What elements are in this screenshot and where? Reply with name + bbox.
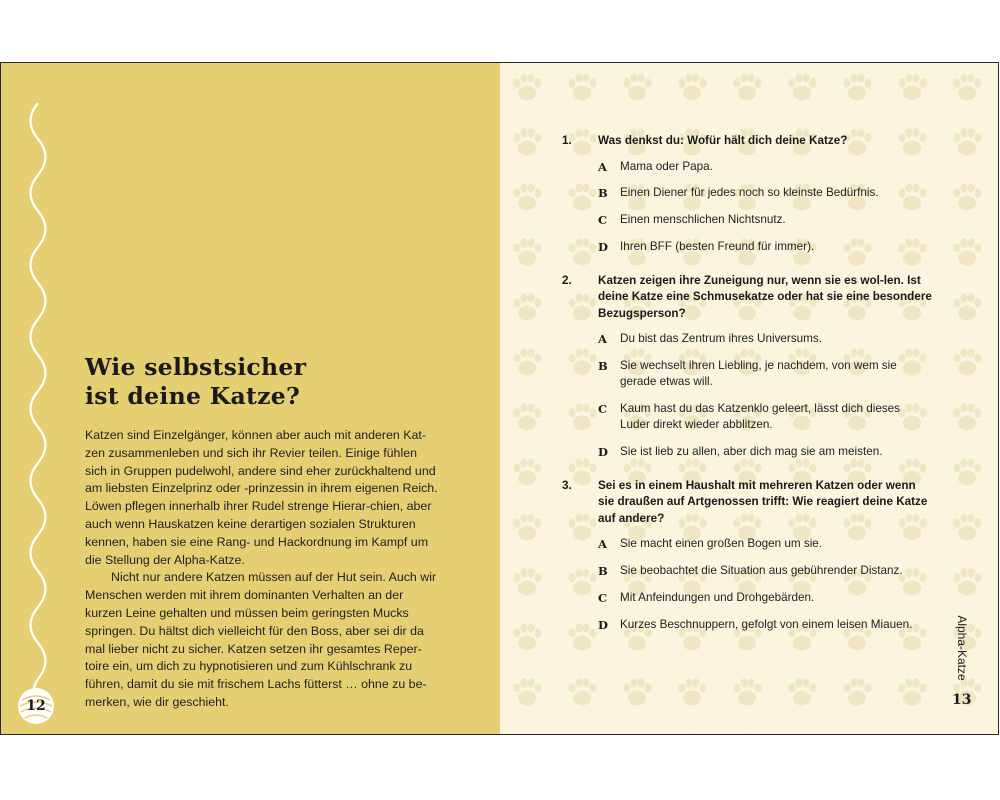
answer-text: Mama oder Papa.: [620, 159, 713, 173]
answer-letter: C: [598, 213, 608, 228]
answer-text: Du bist das Zentrum ihres Universums.: [620, 332, 822, 346]
answer-letter: D: [598, 239, 608, 254]
answer-option: [598, 590, 932, 606]
quiz: [562, 133, 932, 651]
answer-option: [598, 212, 932, 228]
right-page: [500, 63, 998, 734]
answer-list: [562, 159, 932, 255]
paragraph: Nicht nur andere Katzen müssen auf der Hut sein. Auch wir Menschen werden mit ihrem dominanten Verhalten an der kurzen Leine gehalten und müssen beim geringsten Mucks springen. Du hältst dich vielleicht für den Boss, aber sei dir da mal lieber nicht zu sicher. Katzen setzen ihr gesamtes Reper-toire ein, um dich zu hypnotisieren und zum Kühlschrank zu führen, damit du sie mit frischem Lachs fütterst … ohne zu be-merken, wie dir geschieht.: [85, 570, 437, 709]
page-number: 13: [952, 692, 972, 708]
answer-text: Sie wechselt ihren Liebling, je nachdem, von wem sie gerade etwas will.: [620, 359, 897, 389]
answer-option: [598, 185, 932, 201]
question-text: Sei es in einem Haushalt mit mehreren Katzen oder wenn sie draußen auf Artgenossen trifft: Wie reagiert deine Katze auf andere?: [598, 478, 928, 525]
running-header: [954, 598, 970, 698]
answer-option: [598, 159, 932, 175]
question: [562, 478, 932, 633]
question: [562, 273, 932, 460]
body-text: [85, 427, 440, 712]
answer-letter: B: [598, 359, 608, 374]
answer-text: Einen Diener für jedes noch so kleinste Bedürfnis.: [620, 186, 879, 200]
page-number-badge: [17, 687, 55, 725]
question-text: Katzen zeigen ihre Zuneigung nur, wenn sie es wol-len. Ist deine Katze eine Schmusekatze oder hat sie eine besondere Bezugsperson?: [598, 273, 932, 320]
answer-letter: C: [598, 401, 608, 416]
answer-text: Kurzes Beschnuppern, gefolgt von einem leisen Miauen.: [620, 617, 913, 631]
left-page: [1, 63, 500, 734]
answer-text: Ihren BFF (besten Freund für immer).: [620, 239, 815, 253]
page-number: 12: [26, 698, 46, 714]
answer-option: [598, 239, 932, 255]
book-spread: [0, 62, 999, 735]
answer-letter: D: [598, 444, 608, 459]
answer-option: [598, 444, 932, 460]
title-line: ist deine Katze?: [85, 382, 301, 410]
answer-text: Sie beobachtet die Situation aus gebührender Distanz.: [620, 564, 903, 578]
running-header-text: Alpha-Katze: [955, 615, 969, 681]
answer-option: [598, 358, 932, 390]
squiggle-line-icon: [26, 103, 50, 703]
answer-option: [598, 617, 932, 633]
question-number: 2.: [562, 273, 572, 287]
answer-letter: A: [598, 537, 607, 552]
answer-option: [598, 401, 932, 433]
answer-letter: C: [598, 590, 608, 605]
answer-option: [598, 331, 932, 347]
answer-letter: A: [598, 332, 607, 347]
answer-letter: B: [598, 564, 608, 579]
answer-option: [598, 536, 932, 552]
question-text: Was denkst du: Wofür hält dich deine Katze?: [598, 134, 848, 147]
page-title: [85, 353, 306, 411]
answer-text: Sie macht einen großen Bogen um sie.: [620, 537, 823, 551]
question: [562, 133, 932, 255]
answer-text: Mit Anfeindungen und Drohgebärden.: [620, 590, 815, 604]
question-number: 3.: [562, 478, 572, 492]
question-number: 1.: [562, 134, 572, 147]
answer-letter: D: [598, 617, 608, 632]
paragraph: Katzen sind Einzelgänger, können aber auch mit anderen Kat-zen zusammenleben und sich ihr Revier teilen. Einige fühlen sich in Gruppen pudelwohl, andere sind eher zurückhaltend und am liebsten Einzelprinz oder -prinzessin in ihrem eigenen Reich. Löwen pflegen innerhalb ihrer Rudel strenge Hierar-chien, aber auch wenn Hauskatzen keine derartigen sozialen Strukturen kennen, haben sie eine Rang- und Hackordnung im Kampf um die Stellung der Alpha-Katze.: [85, 428, 438, 567]
answer-text: Einen menschlichen Nichtsnutz.: [620, 213, 786, 227]
answer-option: [598, 563, 932, 579]
answer-list: [562, 536, 932, 632]
answer-text: Kaum hast du das Katzenklo geleert, lässt dich dieses Luder direkt wieder abblitzen.: [620, 401, 901, 431]
answer-letter: A: [598, 159, 607, 174]
title-line: Wie selbstsicher: [85, 353, 307, 381]
answer-letter: B: [598, 186, 608, 201]
answer-text: Sie ist lieb zu allen, aber dich mag sie am meisten.: [620, 444, 883, 458]
answer-list: [562, 331, 932, 459]
